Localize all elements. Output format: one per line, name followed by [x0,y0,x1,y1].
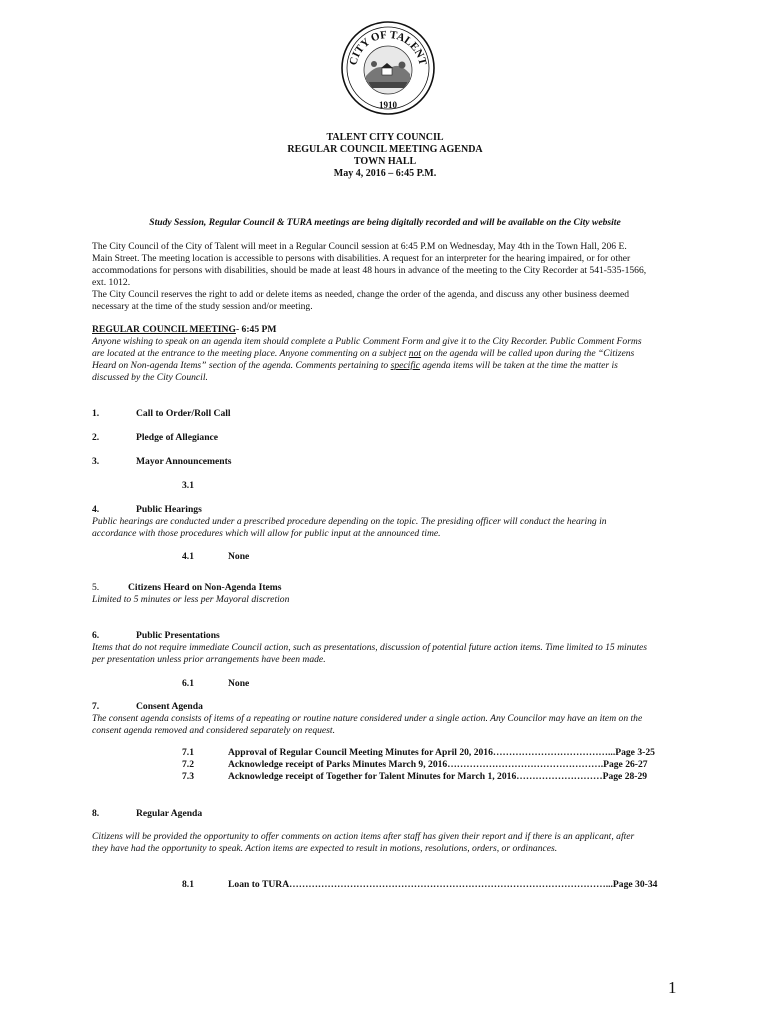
item-7-title: Consent Agenda [136,701,203,712]
page-number: 1 [668,978,677,997]
item-7-3-number: 7.3 [182,771,194,782]
intro-line: The City Council reserves the right to add or delete items as needed, change the order of the agenda, and discuss any other business deemed [92,289,630,300]
regular-meeting-section [92,324,692,384]
regular-note-line: are located at the entrance to the meeting place. Anyone commenting on a subject not on the agenda will be called upon during the “Citizens [92,348,635,359]
title-line-2: REGULAR COUNCIL MEETING AGENDA [287,144,483,155]
item-1-number: 1. [92,408,100,419]
item-6-1-number: 6.1 [182,678,194,689]
title-line-1: TALENT CITY COUNCIL [326,132,444,143]
item-8-description: Citizens will be provided the opportunity to offer comments on action items after staff has given their report and if there is an applicant, after they have had the opportunity to speak. Action items are expected to result in motions, resolutions, orders, or ordinances. [92,831,635,854]
intro-paragraph [92,241,692,313]
item-5-number: 5. [92,582,100,593]
intro-line: accommodations for persons with disabilities, should be made at least 48 hours in advance of the meeting to the City Recorder at 541-535-1566, [92,265,647,276]
regular-note-line: Heard on Non-agenda Items” section of the agenda. Comments pertaining to specific agenda items will be taken at the time the matter is [92,360,618,371]
title-line-3: TOWN HALL [353,156,417,167]
item-8-number: 8. [92,808,100,819]
city-seal-logo [338,18,438,118]
svg-text:1910: 1910 [379,100,397,110]
regular-note-line: discussed by the City Council. [92,372,208,383]
title-line-4: May 4, 2016 – 6:45 P.M. [333,168,437,179]
item-4-1-text: None [228,551,250,562]
item-7-number: 7. [92,701,100,712]
item-4-description: Public hearings are conducted under a prescribed procedure depending on the topic. The presiding officer will conduct the hearing in accordance with those procedures which will allow for public input at the announced time. [92,516,607,539]
regular-meeting-heading: REGULAR COUNCIL MEETING [92,324,236,335]
intro-line: necessary at the time of the study session and/or meeting. [92,301,313,312]
intro-line: ext. 1012. [92,277,131,288]
item-7-1-number: 7.1 [182,747,194,758]
item-6-1-text: None [228,678,250,689]
item-5-title: Citizens Heard on Non-Agenda Items [128,582,282,593]
item-6-title: Public Presentations [136,630,220,641]
item-4-title: Public Hearings [136,504,202,515]
item-4-1-number: 4.1 [182,551,194,562]
item-7-2-text: Acknowledge receipt of Parks Minutes March 9, 2016………………………………………….Page 26-27 [228,759,648,770]
item-2-title: Pledge of Allegiance [136,432,219,443]
item-3-1-number: 3.1 [182,480,194,491]
item-1-title: Call to Order/Roll Call [136,408,231,419]
item-8-1-text: Loan to TURA………………………………………………………………………………………...Page 30-34 [228,879,658,890]
agenda-title [0,132,770,180]
item-7-1-text: Approval of Regular Council Meeting Minutes for April 20, 2016………………………………...Page 3-25 [228,747,655,758]
item-7-3-text: Acknowledge receipt of Together for Talent Minutes for March 1, 2016………………………Page 28-29 [228,771,648,782]
item-7-2-number: 7.2 [182,759,194,770]
item-6-number: 6. [92,630,100,641]
item-7-description: The consent agenda consists of items of a repeating or routine nature considered under a single action. Any Councilor may have an item on the consent agenda removed and considered separately on request. [92,713,643,736]
item-3-title: Mayor Announcements [136,456,232,467]
item-3-number: 3. [92,456,100,467]
regular-meeting-time: - 6:45 PM [235,324,277,335]
item-5-description: Limited to 5 minutes or less per Mayoral discretion [92,594,290,605]
recording-notice: Study Session, Regular Council & TURA meetings are being digitally recorded and will be available on the City website [149,217,621,228]
item-6-description: Items that do not require immediate Council action, such as presentations, discussion of potential future action items. Time limited to 15 minutes per presentation unless prior arrangements have been made. [92,642,647,665]
item-8-title: Regular Agenda [136,808,203,819]
intro-line: Main Street. The meeting location is accessible to persons with disabilities. A request for an interpreter for the hearing impaired, or for other [92,253,631,264]
item-8-1-number: 8.1 [182,879,194,890]
svg-text:CITY OF TALENT: CITY OF TALENT [347,28,429,67]
regular-note-line: Anyone wishing to speak on an agenda item should complete a Public Comment Form and give it to the City Recorder. Public Comment Forms [92,336,642,347]
item-2-number: 2. [92,432,100,443]
item-4-number: 4. [92,504,100,515]
intro-line: The City Council of the City of Talent will meet in a Regular Council session at 6:45 P.M on Wednesday, May 4th in the Town Hall, 206 E. [92,241,627,252]
